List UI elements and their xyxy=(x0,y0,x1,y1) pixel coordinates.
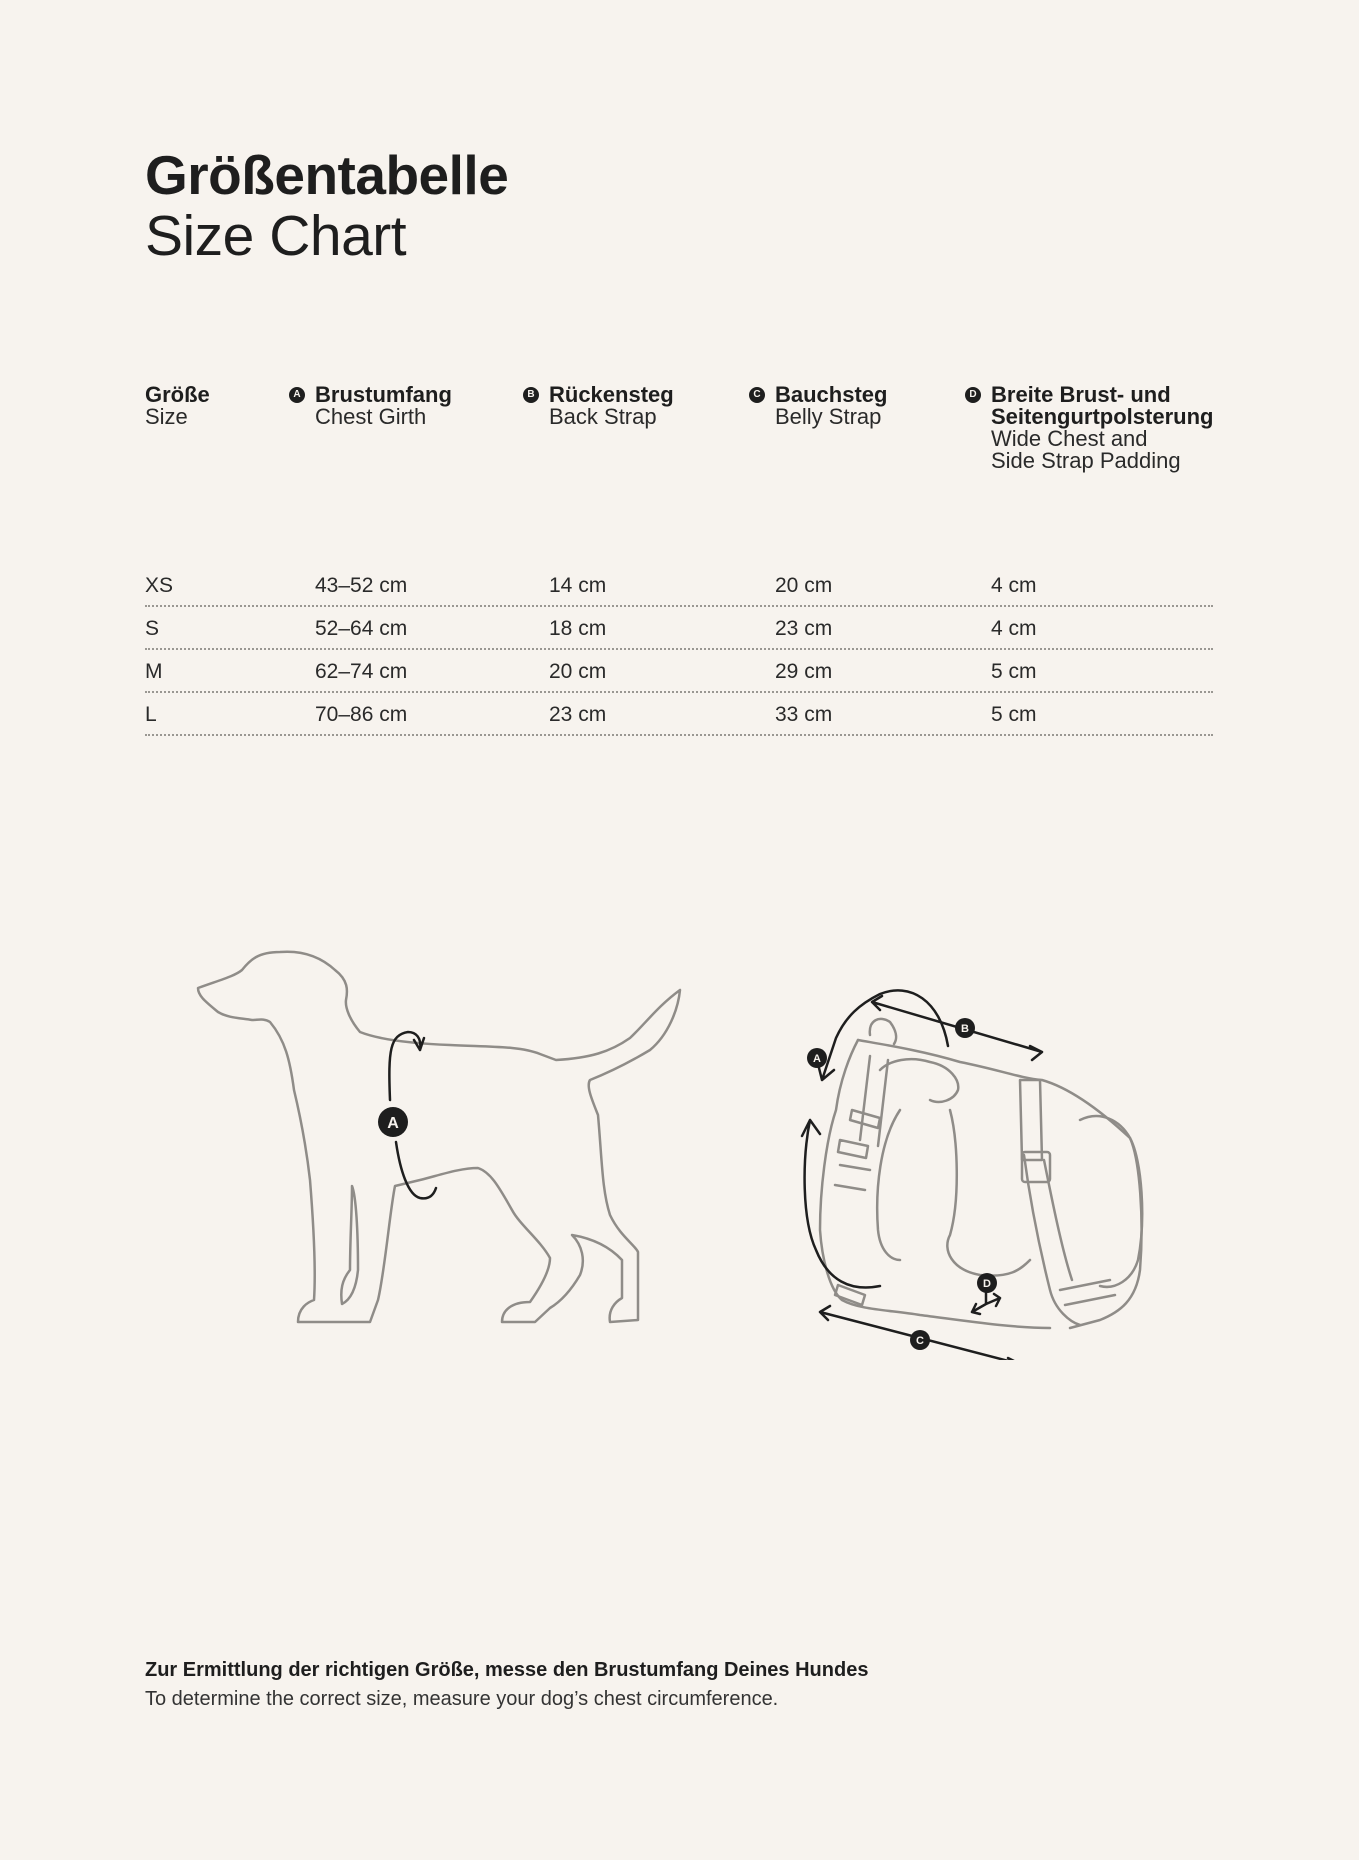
cell-chest-girth: 43–52 cm xyxy=(315,574,408,597)
measurement-instructions xyxy=(145,1656,868,1714)
column-header-back-strap xyxy=(527,382,674,429)
table-header xyxy=(145,384,1213,564)
cell-padding-width: 5 cm xyxy=(991,660,1037,683)
padding-width-arrow-icon xyxy=(972,1290,1000,1314)
cell-size: S xyxy=(145,617,160,640)
svg-text:A: A xyxy=(813,1053,821,1065)
column-label-en: Chest Girth xyxy=(315,404,427,429)
cell-belly-strap: 29 cm xyxy=(775,660,833,683)
cell-belly-strap: 23 cm xyxy=(775,617,833,640)
svg-text:B: B xyxy=(961,1023,969,1035)
column-label-de: Rückensteg xyxy=(549,382,674,407)
page-title: Größentabelle xyxy=(145,144,509,206)
cell-back-strap: 14 cm xyxy=(549,574,607,597)
table-row xyxy=(145,607,1213,650)
table-row xyxy=(145,564,1213,607)
cell-size: M xyxy=(145,660,163,683)
column-header-chest-girth xyxy=(293,382,452,429)
cell-padding-width: 4 cm xyxy=(991,574,1037,597)
cell-padding-width: 4 cm xyxy=(991,617,1037,640)
column-label-de: Bauchsteg xyxy=(775,382,888,407)
instruction-en: To determine the correct size, measure your dog’s chest circumference. xyxy=(145,1688,779,1710)
badge-b-icon: B xyxy=(523,387,539,403)
instruction-de: Zur Ermittlung der richtigen Größe, messe den Brustumfang Deines Hundes xyxy=(145,1659,869,1681)
cell-belly-strap: 33 cm xyxy=(775,703,833,726)
table-row xyxy=(145,650,1213,693)
column-label-de: Brustumfang xyxy=(315,382,452,407)
column-header-belly-strap xyxy=(753,382,888,429)
column-label-de: Größe xyxy=(145,382,210,407)
table-row xyxy=(145,693,1213,736)
badge-c-icon: C xyxy=(749,387,765,403)
column-label-en: Size xyxy=(145,404,188,429)
dog-outline-icon xyxy=(198,952,680,1322)
column-header-padding-width xyxy=(969,382,1214,473)
cell-padding-width: 5 cm xyxy=(991,703,1037,726)
page-subtitle: Size Chart xyxy=(145,204,407,268)
harness-illustration xyxy=(780,960,1180,1360)
size-table xyxy=(145,384,1213,736)
column-label-en: Belly Strap xyxy=(775,404,882,429)
column-label-en-line1: Wide Chest and xyxy=(991,426,1148,451)
svg-text:A: A xyxy=(387,1115,399,1132)
cell-back-strap: 18 cm xyxy=(549,617,607,640)
column-label-de-line2: Seitengurtpolsterung xyxy=(991,404,1214,429)
cell-chest-girth: 62–74 cm xyxy=(315,660,408,683)
badge-d-icon: D xyxy=(965,387,981,403)
column-label-en-line2: Side Strap Padding xyxy=(991,448,1181,473)
cell-belly-strap: 20 cm xyxy=(775,574,833,597)
column-label-en: Back Strap xyxy=(549,404,657,429)
cell-back-strap: 23 cm xyxy=(549,703,607,726)
column-label-de-line1: Breite Brust- und xyxy=(991,382,1171,407)
svg-text:D: D xyxy=(983,1278,991,1290)
dog-outline-illustration xyxy=(190,940,690,1340)
cell-chest-girth: 70–86 cm xyxy=(315,703,408,726)
badge-a-icon: A xyxy=(289,387,305,403)
cell-size: XS xyxy=(145,574,174,597)
cell-back-strap: 20 cm xyxy=(549,660,607,683)
svg-text:C: C xyxy=(916,1335,924,1347)
cell-size: L xyxy=(145,703,157,726)
column-header-size xyxy=(145,384,210,428)
cell-chest-girth: 52–64 cm xyxy=(315,617,408,640)
